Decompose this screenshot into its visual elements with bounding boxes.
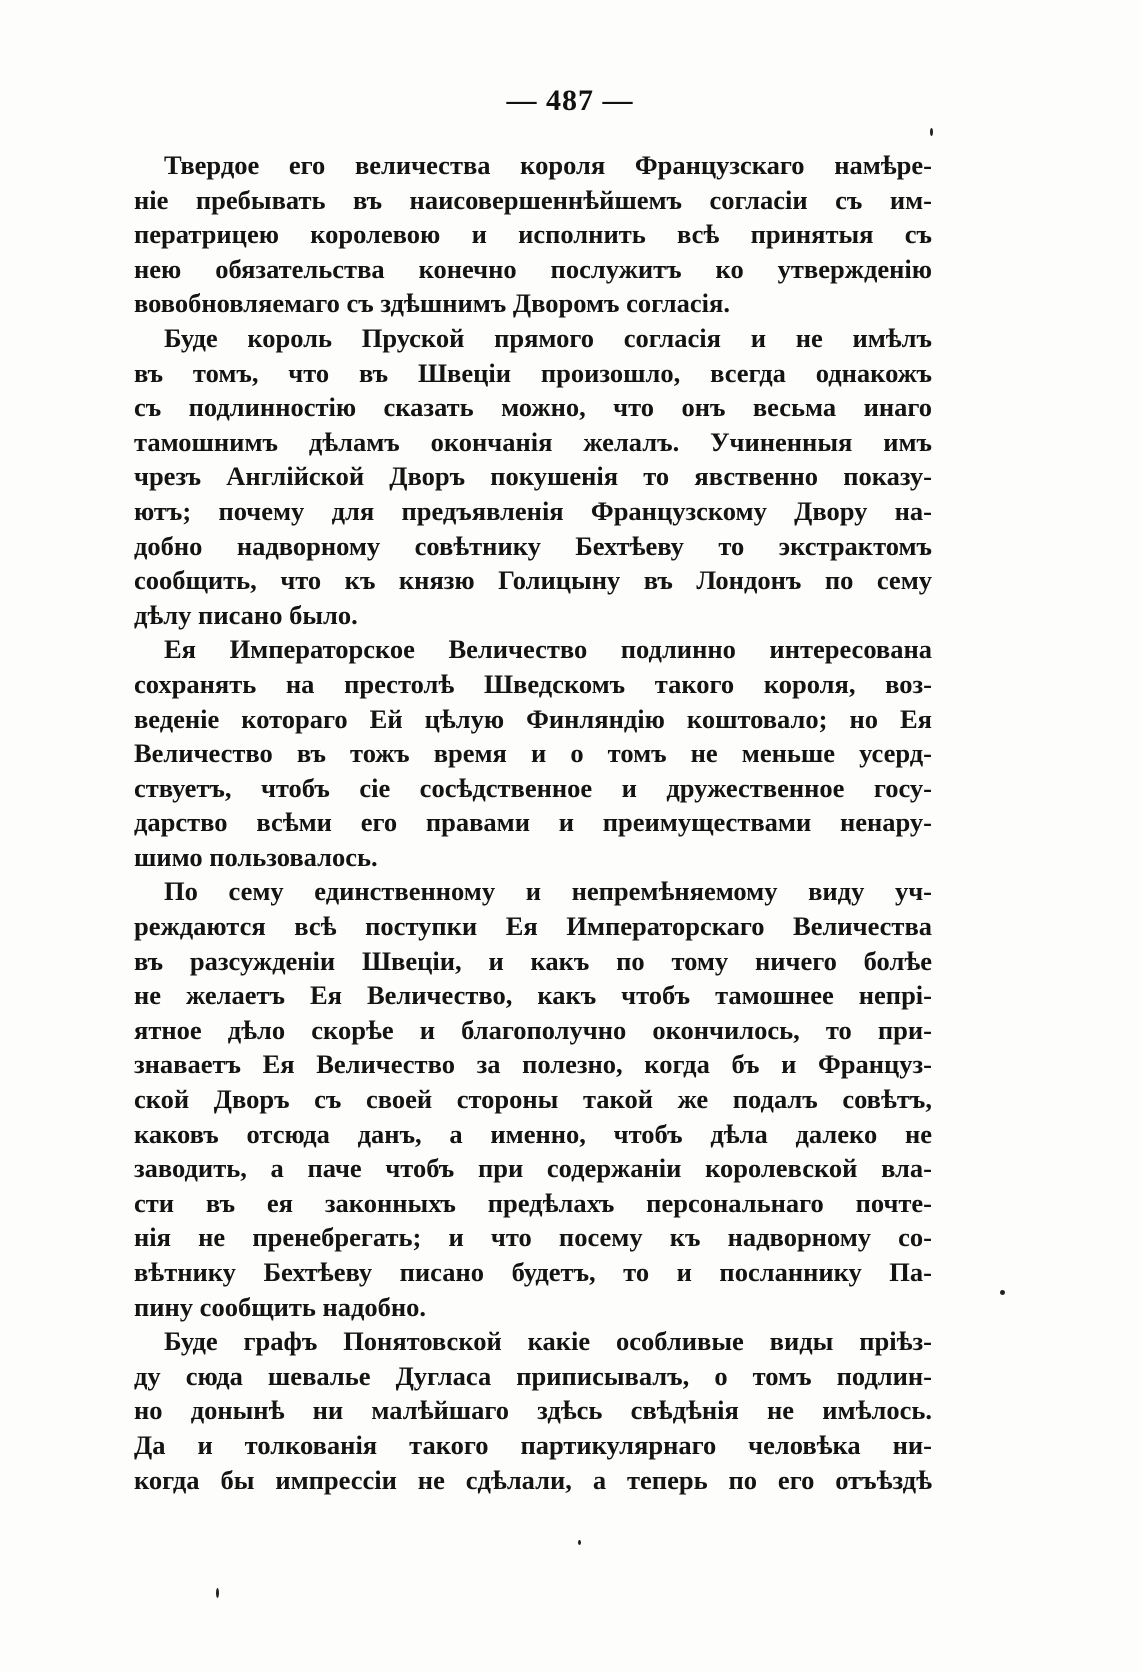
text-line: Буде король Пруской прямого согласія и не имѣлъ <box>164 322 932 353</box>
text-line: не желаетъ Ея Величество, какъ чтобъ тамошнее непрі- <box>134 980 932 1011</box>
text-line: тамошнимъ дѣламъ окончанія желалъ. Учиненныя имъ <box>134 426 932 457</box>
text-line: нія не пренебрегать; и что посему къ надворному со- <box>134 1222 932 1253</box>
text-line: ніе пребывать въ наисовершеннѣйшемъ согласіи съ им- <box>134 184 932 215</box>
text-line: когда бы импрессіи не сдѣлали, а теперь по его отъѣздѣ <box>134 1464 932 1495</box>
paragraph-3 <box>134 632 932 874</box>
text-line: нею обязательства конечно послужитъ ко утвержденію <box>134 253 932 284</box>
text-line: ятное дѣло скорѣе и благополучно окончилось, то при- <box>134 1014 932 1045</box>
scan-speck <box>216 1588 219 1598</box>
text-line: ютъ; почему для предъявленія Французскому Двору на- <box>134 495 932 526</box>
body-text <box>134 148 932 1497</box>
text-line: добно надворному совѣтнику Бехтѣеву то экстрактомъ <box>134 530 932 561</box>
text-line: веденіе котораго Ей цѣлую Финляндію коштовало; но Ея <box>134 703 932 734</box>
text-line: ду сюда шевалье Дугласа приписывалъ, о томъ подлин- <box>134 1360 932 1391</box>
text-line: вовобновляемаго съ здѣшнимъ Дворомъ согласія. <box>134 288 730 319</box>
paragraph-2 <box>134 321 932 632</box>
text-line: чрезъ Англійской Дворъ покушенія то явственно показу- <box>134 461 932 492</box>
paragraph-5 <box>134 1324 932 1497</box>
text-line: въ разсужденіи Швеціи, и какъ по тому ничего болѣе <box>134 945 932 976</box>
text-line: сти въ ея законныхъ предѣлахъ персональнаго почте- <box>134 1187 932 1218</box>
text-line: ствуетъ, чтобъ сіе сосѣдственное и дружественное госу- <box>134 772 932 803</box>
text-line: Ея Императорское Величество подлинно интересована <box>164 634 932 665</box>
text-line: но донынѣ ни малѣйшаго здѣсь свѣдѣнія не имѣлось. <box>134 1395 932 1426</box>
text-line: ператрицею королевою и исполнить всѣ принятыя съ <box>134 219 932 250</box>
text-line: сообщить, что къ князю Голицыну въ Лондонъ по сему <box>134 565 932 596</box>
text-line: реждаются всѣ поступки Ея Императорскаго Величества <box>134 911 932 942</box>
text-line: Буде графъ Понятовской какіе особливые виды пріѣз- <box>164 1326 932 1357</box>
page-number: — 487 — <box>506 84 634 117</box>
text-line: дарство всѣми его правами и преимуществами ненару- <box>134 807 932 838</box>
text-line: заводить, а паче чтобъ при содержаніи королевской вла- <box>134 1153 932 1184</box>
paragraph-1 <box>134 148 932 321</box>
text-line: сохранять на престолѣ Шведскомъ такого короля, воз- <box>134 668 932 699</box>
text-line: По сему единственному и непремѣняемому виду уч- <box>164 876 932 907</box>
text-line: знаваетъ Ея Величество за полезно, когда бъ и Француз- <box>134 1049 932 1080</box>
text-line: каковъ отсюда данъ, а именно, чтобъ дѣла далеко не <box>134 1118 932 1149</box>
paragraph-4 <box>134 874 932 1324</box>
text-line: Да и толкованія такого партикулярнаго человѣка ни- <box>134 1429 932 1460</box>
scan-speck <box>930 128 933 136</box>
text-line: Величество въ тожъ время и о томъ не меньше усерд- <box>134 738 932 769</box>
text-line: пину сообщить надобно. <box>134 1291 427 1322</box>
text-line: ской Дворъ съ своей стороны такой же подалъ совѣтъ, <box>134 1084 932 1115</box>
text-line: вѣтнику Бехтѣеву писано будетъ, то и посланнику Па- <box>134 1257 932 1287</box>
scan-speck <box>1000 1290 1005 1295</box>
text-line: шимо пользовалось. <box>134 841 378 872</box>
text-line: въ томъ, что въ Швеціи произошло, всегда однакожъ <box>134 357 932 388</box>
scan-speck <box>578 1540 581 1545</box>
text-line: съ подлинностію сказать можно, что онъ весьма инаго <box>134 392 932 423</box>
text-line: Твердое его величества короля Французскаго намѣре- <box>164 150 932 180</box>
text-line: дѣлу писано было. <box>134 599 358 630</box>
